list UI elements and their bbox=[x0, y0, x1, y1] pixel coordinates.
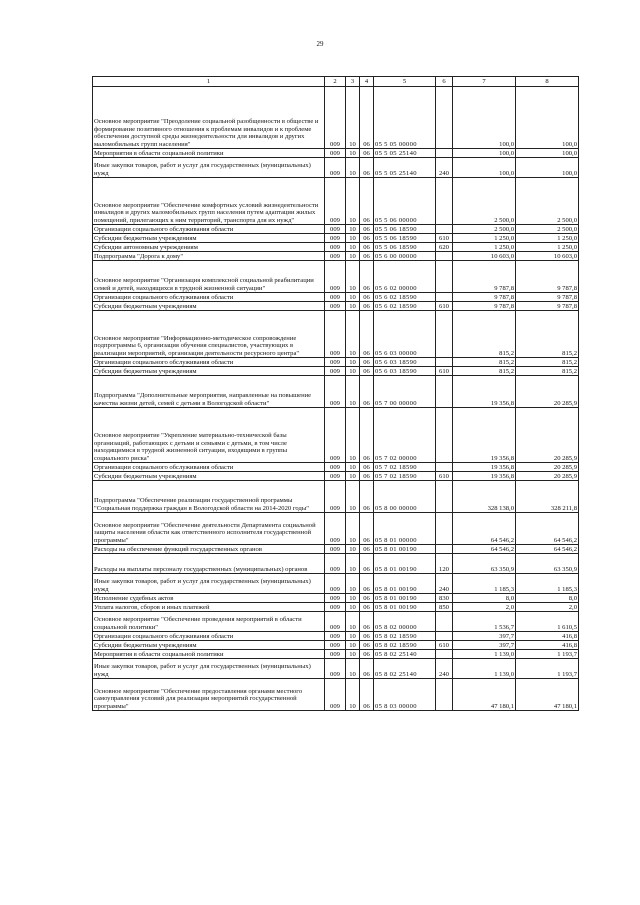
table-row bbox=[93, 472, 579, 481]
amount-year2-cell: 815,2 bbox=[516, 311, 579, 358]
amount-year2-cell: 815,2 bbox=[516, 358, 579, 367]
grbs-code-cell: 009 bbox=[325, 513, 346, 545]
amount-year1-cell: 9 787,8 bbox=[453, 293, 516, 302]
subsection-code-cell: 06 bbox=[360, 408, 374, 463]
section-code-cell: 10 bbox=[346, 311, 360, 358]
subsection-code-cell: 06 bbox=[360, 252, 374, 261]
target-article-cell: 05 8 01 00000 bbox=[374, 513, 436, 545]
target-article-cell: 05 7 02 18590 bbox=[374, 472, 436, 481]
table-row bbox=[93, 234, 579, 243]
table-row bbox=[93, 679, 579, 711]
row-name-cell: Иные закупки товаров, работ и услуг для государственных (муниципальных) нужд bbox=[93, 158, 325, 178]
target-article-cell: 05 8 02 25140 bbox=[374, 650, 436, 659]
amount-year1-cell: 19 356,8 bbox=[453, 463, 516, 472]
subsection-code-cell: 06 bbox=[360, 513, 374, 545]
row-name-cell: Основное мероприятие "Преодоление социальной разобщенности в обществе и формирование позитивного отношения к проблемам инвалидов и к проблеме обеспечения доступной среды жизнедеятельности для инвалидов и других маломобильных групп населения" bbox=[93, 87, 325, 149]
amount-year1-cell: 9 787,8 bbox=[453, 261, 516, 293]
amount-year2-cell: 2 500,0 bbox=[516, 178, 579, 225]
row-name-cell: Основное мероприятие "Организация комплексной социальной реабилитации семей и детей, находящихся в трудной жизненной ситуации" bbox=[93, 261, 325, 293]
row-name-cell: Субсидии бюджетным учреждениям bbox=[93, 302, 325, 311]
row-name-cell: Основное мероприятие "Информационно-методическое сопровождение подпрограммы 6, организация обучения специалистов, участвующих в реализации мероприятий, организация деятельности ресурсного центра" bbox=[93, 311, 325, 358]
section-code-cell: 10 bbox=[346, 252, 360, 261]
header-cell: 8 bbox=[516, 77, 579, 87]
subsection-code-cell: 06 bbox=[360, 545, 374, 554]
amount-year2-cell: 20 285,9 bbox=[516, 376, 579, 408]
grbs-code-cell: 009 bbox=[325, 261, 346, 293]
target-article-cell: 05 8 01 00190 bbox=[374, 603, 436, 612]
section-code-cell: 10 bbox=[346, 293, 360, 302]
expense-type-cell: 610 bbox=[436, 234, 453, 243]
subsection-code-cell: 06 bbox=[360, 574, 374, 594]
amount-year1-cell: 1 185,3 bbox=[453, 574, 516, 594]
expense-type-cell: 240 bbox=[436, 574, 453, 594]
target-article-cell: 05 8 01 00190 bbox=[374, 574, 436, 594]
table-row bbox=[93, 594, 579, 603]
amount-year1-cell: 397,7 bbox=[453, 641, 516, 650]
row-name-cell: Подпрограмма "Дополнительные мероприятия, направленные на повышение качества жизни детей, семей с детьми в Вологодской области" bbox=[93, 376, 325, 408]
amount-year2-cell: 1 250,0 bbox=[516, 243, 579, 252]
subsection-code-cell: 06 bbox=[360, 659, 374, 679]
amount-year2-cell: 328 211,8 bbox=[516, 481, 579, 513]
subsection-code-cell: 06 bbox=[360, 612, 374, 632]
amount-year2-cell: 9 787,8 bbox=[516, 293, 579, 302]
amount-year2-cell: 1 610,5 bbox=[516, 612, 579, 632]
expense-type-cell bbox=[436, 87, 453, 149]
budget-table bbox=[92, 76, 579, 711]
subsection-code-cell: 06 bbox=[360, 302, 374, 311]
amount-year1-cell: 100,0 bbox=[453, 158, 516, 178]
amount-year1-cell: 1 536,7 bbox=[453, 612, 516, 632]
row-name-cell: Субсидии бюджетным учреждениям bbox=[93, 472, 325, 481]
table-row bbox=[93, 574, 579, 594]
subsection-code-cell: 06 bbox=[360, 87, 374, 149]
expense-type-cell: 240 bbox=[436, 158, 453, 178]
section-code-cell: 10 bbox=[346, 632, 360, 641]
table-row bbox=[93, 367, 579, 376]
amount-year1-cell: 10 603,0 bbox=[453, 252, 516, 261]
row-name-cell: Основное мероприятие "Обеспечение комфортных условий жизнедеятельности инвалидов и других маломобильных групп населения путем адаптации жилых помещений, прилегающих к ним территорий, транспорта для их нужд" bbox=[93, 178, 325, 225]
subsection-code-cell: 06 bbox=[360, 243, 374, 252]
row-name-cell: Основное мероприятие "Обеспечение деятельности Департамента социальной защиты населения области как ответственного исполнителя государственной программы" bbox=[93, 513, 325, 545]
amount-year2-cell: 100,0 bbox=[516, 87, 579, 149]
row-name-cell: Иные закупки товаров, работ и услуг для государственных (муниципальных) нужд bbox=[93, 659, 325, 679]
row-name-cell: Основное мероприятие "Укрепление материально-технической базы организаций, работающих с детьми и семьями с детьми, в том числе находящимися в трудной жизненной ситуации, входящими в группы социального риска" bbox=[93, 408, 325, 463]
target-article-cell: 05 6 03 00000 bbox=[374, 311, 436, 358]
row-name-cell: Субсидии бюджетным учреждениям bbox=[93, 641, 325, 650]
target-article-cell: 05 6 02 18590 bbox=[374, 293, 436, 302]
grbs-code-cell: 009 bbox=[325, 679, 346, 711]
subsection-code-cell: 06 bbox=[360, 594, 374, 603]
subsection-code-cell: 06 bbox=[360, 679, 374, 711]
grbs-code-cell: 009 bbox=[325, 481, 346, 513]
expense-type-cell bbox=[436, 149, 453, 158]
row-name-cell: Основное мероприятие "Обеспечение проведения мероприятий в области социальной политики" bbox=[93, 612, 325, 632]
expense-type-cell bbox=[436, 311, 453, 358]
table-row bbox=[93, 650, 579, 659]
table-row bbox=[93, 87, 579, 149]
header-cell: 6 bbox=[436, 77, 453, 87]
amount-year2-cell: 9 787,8 bbox=[516, 302, 579, 311]
expense-type-cell bbox=[436, 225, 453, 234]
expense-type-cell: 610 bbox=[436, 302, 453, 311]
row-name-cell: Иные закупки товаров, работ и услуг для государственных (муниципальных) нужд bbox=[93, 574, 325, 594]
section-code-cell: 10 bbox=[346, 178, 360, 225]
grbs-code-cell: 009 bbox=[325, 632, 346, 641]
table-row bbox=[93, 178, 579, 225]
grbs-code-cell: 009 bbox=[325, 545, 346, 554]
subsection-code-cell: 06 bbox=[360, 158, 374, 178]
amount-year2-cell: 2 500,0 bbox=[516, 225, 579, 234]
grbs-code-cell: 009 bbox=[325, 659, 346, 679]
table-row bbox=[93, 513, 579, 545]
target-article-cell: 05 8 03 00000 bbox=[374, 679, 436, 711]
table-row bbox=[93, 603, 579, 612]
target-article-cell: 05 8 01 00190 bbox=[374, 545, 436, 554]
grbs-code-cell: 009 bbox=[325, 87, 346, 149]
section-code-cell: 10 bbox=[346, 574, 360, 594]
grbs-code-cell: 009 bbox=[325, 594, 346, 603]
amount-year1-cell: 815,2 bbox=[453, 311, 516, 358]
grbs-code-cell: 009 bbox=[325, 650, 346, 659]
section-code-cell: 10 bbox=[346, 358, 360, 367]
subsection-code-cell: 06 bbox=[360, 650, 374, 659]
row-name-cell: Основное мероприятие "Обеспечение предоставления органами местного самоуправления условий для реализации мероприятий государственной программы" bbox=[93, 679, 325, 711]
subsection-code-cell: 06 bbox=[360, 463, 374, 472]
amount-year1-cell: 100,0 bbox=[453, 149, 516, 158]
amount-year2-cell: 1 193,7 bbox=[516, 650, 579, 659]
target-article-cell: 05 5 06 00000 bbox=[374, 178, 436, 225]
amount-year1-cell: 815,2 bbox=[453, 367, 516, 376]
row-name-cell: Организации социального обслуживания области bbox=[93, 358, 325, 367]
amount-year1-cell: 397,7 bbox=[453, 632, 516, 641]
amount-year1-cell: 1 250,0 bbox=[453, 234, 516, 243]
target-article-cell: 05 5 05 25140 bbox=[374, 149, 436, 158]
section-code-cell: 10 bbox=[346, 594, 360, 603]
section-code-cell: 10 bbox=[346, 302, 360, 311]
amount-year1-cell: 63 350,9 bbox=[453, 554, 516, 574]
subsection-code-cell: 06 bbox=[360, 367, 374, 376]
amount-year1-cell: 1 139,0 bbox=[453, 659, 516, 679]
row-name-cell: Мероприятия в области социальной политики bbox=[93, 149, 325, 158]
amount-year1-cell: 19 356,8 bbox=[453, 408, 516, 463]
amount-year2-cell: 416,8 bbox=[516, 641, 579, 650]
target-article-cell: 05 6 00 00000 bbox=[374, 252, 436, 261]
amount-year2-cell: 20 285,9 bbox=[516, 408, 579, 463]
grbs-code-cell: 009 bbox=[325, 311, 346, 358]
grbs-code-cell: 009 bbox=[325, 463, 346, 472]
expense-type-cell bbox=[436, 632, 453, 641]
amount-year2-cell: 1 185,3 bbox=[516, 574, 579, 594]
table-row bbox=[93, 376, 579, 408]
amount-year2-cell: 20 285,9 bbox=[516, 463, 579, 472]
target-article-cell: 05 8 01 00190 bbox=[374, 594, 436, 603]
row-name-cell: Подпрограмма "Обеспечение реализации государственной программы "Социальная поддержка граждан в Вологодской области на 2014-2020 годы" bbox=[93, 481, 325, 513]
target-article-cell: 05 7 02 18590 bbox=[374, 463, 436, 472]
amount-year1-cell: 100,0 bbox=[453, 87, 516, 149]
table-body bbox=[93, 87, 579, 711]
subsection-code-cell: 06 bbox=[360, 293, 374, 302]
subsection-code-cell: 06 bbox=[360, 261, 374, 293]
subsection-code-cell: 06 bbox=[360, 149, 374, 158]
amount-year1-cell: 8,0 bbox=[453, 594, 516, 603]
section-code-cell: 10 bbox=[346, 243, 360, 252]
expense-type-cell bbox=[436, 481, 453, 513]
amount-year1-cell: 9 787,8 bbox=[453, 302, 516, 311]
table-row bbox=[93, 632, 579, 641]
header-cell: 4 bbox=[360, 77, 374, 87]
header-cell: 7 bbox=[453, 77, 516, 87]
grbs-code-cell: 009 bbox=[325, 252, 346, 261]
section-code-cell: 10 bbox=[346, 463, 360, 472]
grbs-code-cell: 009 bbox=[325, 149, 346, 158]
subsection-code-cell: 06 bbox=[360, 358, 374, 367]
expense-type-cell bbox=[436, 679, 453, 711]
target-article-cell: 05 5 05 25140 bbox=[374, 158, 436, 178]
amount-year1-cell: 1 250,0 bbox=[453, 243, 516, 252]
amount-year2-cell: 20 285,9 bbox=[516, 472, 579, 481]
grbs-code-cell: 009 bbox=[325, 158, 346, 178]
section-code-cell: 10 bbox=[346, 513, 360, 545]
section-code-cell: 10 bbox=[346, 149, 360, 158]
amount-year2-cell: 9 787,8 bbox=[516, 261, 579, 293]
expense-type-cell bbox=[436, 178, 453, 225]
amount-year2-cell: 2,0 bbox=[516, 603, 579, 612]
grbs-code-cell: 009 bbox=[325, 225, 346, 234]
target-article-cell: 05 6 03 18590 bbox=[374, 367, 436, 376]
target-article-cell: 05 8 01 00190 bbox=[374, 554, 436, 574]
header-cell: 1 bbox=[93, 77, 325, 87]
amount-year1-cell: 328 138,0 bbox=[453, 481, 516, 513]
subsection-code-cell: 06 bbox=[360, 225, 374, 234]
table-row bbox=[93, 659, 579, 679]
section-code-cell: 10 bbox=[346, 603, 360, 612]
row-name-cell: Организации социального обслуживания области bbox=[93, 225, 325, 234]
grbs-code-cell: 009 bbox=[325, 243, 346, 252]
expense-type-cell bbox=[436, 650, 453, 659]
section-code-cell: 10 bbox=[346, 158, 360, 178]
amount-year2-cell: 1 193,7 bbox=[516, 659, 579, 679]
expense-type-cell: 850 bbox=[436, 603, 453, 612]
row-name-cell: Субсидии бюджетным учреждениям bbox=[93, 367, 325, 376]
section-code-cell: 10 bbox=[346, 87, 360, 149]
amount-year1-cell: 2 500,0 bbox=[453, 178, 516, 225]
grbs-code-cell: 009 bbox=[325, 178, 346, 225]
table-row bbox=[93, 481, 579, 513]
amount-year2-cell: 8,0 bbox=[516, 594, 579, 603]
target-article-cell: 05 8 00 00000 bbox=[374, 481, 436, 513]
table-row bbox=[93, 261, 579, 293]
section-code-cell: 10 bbox=[346, 225, 360, 234]
subsection-code-cell: 06 bbox=[360, 178, 374, 225]
row-name-cell: Расходы на выплаты персоналу государственных (муниципальных) органов bbox=[93, 554, 325, 574]
table-row bbox=[93, 158, 579, 178]
subsection-code-cell: 06 bbox=[360, 603, 374, 612]
grbs-code-cell: 009 bbox=[325, 358, 346, 367]
expense-type-cell bbox=[436, 513, 453, 545]
amount-year1-cell: 19 356,8 bbox=[453, 376, 516, 408]
section-code-cell: 10 bbox=[346, 659, 360, 679]
table-row bbox=[93, 612, 579, 632]
header-cell: 5 bbox=[374, 77, 436, 87]
amount-year2-cell: 10 603,0 bbox=[516, 252, 579, 261]
table-row bbox=[93, 293, 579, 302]
subsection-code-cell: 06 bbox=[360, 234, 374, 243]
amount-year1-cell: 2 500,0 bbox=[453, 225, 516, 234]
grbs-code-cell: 009 bbox=[325, 234, 346, 243]
table-row bbox=[93, 408, 579, 463]
section-code-cell: 10 bbox=[346, 612, 360, 632]
expense-type-cell: 830 bbox=[436, 594, 453, 603]
header-cell: 2 bbox=[325, 77, 346, 87]
table-row bbox=[93, 243, 579, 252]
amount-year2-cell: 47 180,1 bbox=[516, 679, 579, 711]
table-row bbox=[93, 252, 579, 261]
table-row bbox=[93, 149, 579, 158]
section-code-cell: 10 bbox=[346, 472, 360, 481]
amount-year1-cell: 2,0 bbox=[453, 603, 516, 612]
amount-year2-cell: 63 350,9 bbox=[516, 554, 579, 574]
page-number: 29 bbox=[316, 40, 324, 48]
expense-type-cell: 610 bbox=[436, 367, 453, 376]
row-name-cell: Мероприятия в области социальной политики bbox=[93, 650, 325, 659]
subsection-code-cell: 06 bbox=[360, 554, 374, 574]
grbs-code-cell: 009 bbox=[325, 367, 346, 376]
expense-type-cell bbox=[436, 358, 453, 367]
table-row bbox=[93, 225, 579, 234]
row-name-cell: Организации социального обслуживания области bbox=[93, 293, 325, 302]
grbs-code-cell: 009 bbox=[325, 612, 346, 632]
amount-year1-cell: 1 139,0 bbox=[453, 650, 516, 659]
section-code-cell: 10 bbox=[346, 408, 360, 463]
table-row bbox=[93, 641, 579, 650]
expense-type-cell bbox=[436, 376, 453, 408]
row-name-cell: Субсидии бюджетным учреждениям bbox=[93, 234, 325, 243]
amount-year1-cell: 19 356,8 bbox=[453, 472, 516, 481]
expense-type-cell: 120 bbox=[436, 554, 453, 574]
subsection-code-cell: 06 bbox=[360, 632, 374, 641]
subsection-code-cell: 06 bbox=[360, 311, 374, 358]
grbs-code-cell: 009 bbox=[325, 574, 346, 594]
expense-type-cell bbox=[436, 293, 453, 302]
target-article-cell: 05 5 05 00000 bbox=[374, 87, 436, 149]
section-code-cell: 10 bbox=[346, 650, 360, 659]
subsection-code-cell: 06 bbox=[360, 481, 374, 513]
section-code-cell: 10 bbox=[346, 641, 360, 650]
grbs-code-cell: 009 bbox=[325, 302, 346, 311]
amount-year2-cell: 100,0 bbox=[516, 158, 579, 178]
expense-type-cell: 620 bbox=[436, 243, 453, 252]
target-article-cell: 05 5 06 18590 bbox=[374, 243, 436, 252]
grbs-code-cell: 009 bbox=[325, 603, 346, 612]
section-code-cell: 10 bbox=[346, 261, 360, 293]
target-article-cell: 05 6 02 18590 bbox=[374, 302, 436, 311]
expense-type-cell bbox=[436, 463, 453, 472]
amount-year1-cell: 64 546,2 bbox=[453, 513, 516, 545]
target-article-cell: 05 8 02 25140 bbox=[374, 659, 436, 679]
table-row bbox=[93, 545, 579, 554]
row-name-cell: Организации социального обслуживания области bbox=[93, 632, 325, 641]
section-code-cell: 10 bbox=[346, 481, 360, 513]
target-article-cell: 05 8 02 18590 bbox=[374, 641, 436, 650]
row-name-cell: Расходы на обеспечение функций государственных органов bbox=[93, 545, 325, 554]
header-cell: 3 bbox=[346, 77, 360, 87]
expense-type-cell bbox=[436, 252, 453, 261]
table-row bbox=[93, 358, 579, 367]
grbs-code-cell: 009 bbox=[325, 641, 346, 650]
row-name-cell: Подпрограмма "Дорога к дому" bbox=[93, 252, 325, 261]
subsection-code-cell: 06 bbox=[360, 472, 374, 481]
amount-year1-cell: 815,2 bbox=[453, 358, 516, 367]
subsection-code-cell: 06 bbox=[360, 641, 374, 650]
amount-year1-cell: 64 546,2 bbox=[453, 545, 516, 554]
section-code-cell: 10 bbox=[346, 376, 360, 408]
amount-year2-cell: 416,8 bbox=[516, 632, 579, 641]
expense-type-cell: 610 bbox=[436, 641, 453, 650]
subsection-code-cell: 06 bbox=[360, 376, 374, 408]
target-article-cell: 05 5 06 18590 bbox=[374, 225, 436, 234]
expense-type-cell bbox=[436, 545, 453, 554]
target-article-cell: 05 6 02 00000 bbox=[374, 261, 436, 293]
row-name-cell: Организации социального обслуживания области bbox=[93, 463, 325, 472]
section-code-cell: 10 bbox=[346, 367, 360, 376]
table-row bbox=[93, 302, 579, 311]
expense-type-cell: 240 bbox=[436, 659, 453, 679]
expense-type-cell bbox=[436, 612, 453, 632]
table-row bbox=[93, 311, 579, 358]
table-row bbox=[93, 463, 579, 472]
grbs-code-cell: 009 bbox=[325, 408, 346, 463]
section-code-cell: 10 bbox=[346, 554, 360, 574]
grbs-code-cell: 009 bbox=[325, 472, 346, 481]
amount-year1-cell: 47 180,1 bbox=[453, 679, 516, 711]
grbs-code-cell: 009 bbox=[325, 376, 346, 408]
section-code-cell: 10 bbox=[346, 679, 360, 711]
grbs-code-cell: 009 bbox=[325, 554, 346, 574]
row-name-cell: Субсидии автономным учреждениям bbox=[93, 243, 325, 252]
target-article-cell: 05 7 02 00000 bbox=[374, 408, 436, 463]
row-name-cell: Исполнение судебных актов bbox=[93, 594, 325, 603]
target-article-cell: 05 6 03 18590 bbox=[374, 358, 436, 367]
amount-year2-cell: 100,0 bbox=[516, 149, 579, 158]
section-code-cell: 10 bbox=[346, 234, 360, 243]
expense-type-cell: 610 bbox=[436, 472, 453, 481]
row-name-cell: Уплата налогов, сборов и иных платежей bbox=[93, 603, 325, 612]
amount-year2-cell: 1 250,0 bbox=[516, 234, 579, 243]
amount-year2-cell: 815,2 bbox=[516, 367, 579, 376]
target-article-cell: 05 7 00 00000 bbox=[374, 376, 436, 408]
target-article-cell: 05 5 06 18590 bbox=[374, 234, 436, 243]
header-row bbox=[93, 77, 579, 87]
amount-year2-cell: 64 546,2 bbox=[516, 513, 579, 545]
target-article-cell: 05 8 02 18590 bbox=[374, 632, 436, 641]
target-article-cell: 05 8 02 00000 bbox=[374, 612, 436, 632]
section-code-cell: 10 bbox=[346, 545, 360, 554]
grbs-code-cell: 009 bbox=[325, 293, 346, 302]
expense-type-cell bbox=[436, 261, 453, 293]
expense-type-cell bbox=[436, 408, 453, 463]
table-row bbox=[93, 554, 579, 574]
amount-year2-cell: 64 546,2 bbox=[516, 545, 579, 554]
